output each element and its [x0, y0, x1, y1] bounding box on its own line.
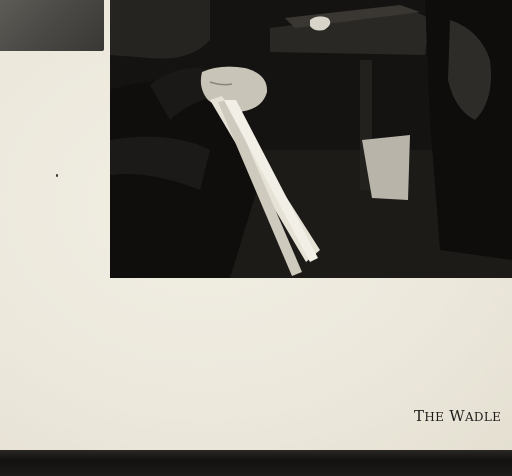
paper-speck [56, 174, 58, 177]
photograph-main [110, 0, 512, 278]
binding-edge [0, 450, 512, 476]
footer-initial-w: W [449, 407, 465, 425]
photo-chair-back [110, 0, 210, 59]
photograph-hand-holding-papers-icon [110, 0, 512, 278]
footer-rest-he: HE [424, 410, 445, 424]
running-footer [414, 407, 501, 425]
footer-initial-t: T [414, 407, 425, 425]
footer-rest-adle: ADLE [464, 410, 502, 424]
photograph-fragment-left [0, 0, 104, 51]
